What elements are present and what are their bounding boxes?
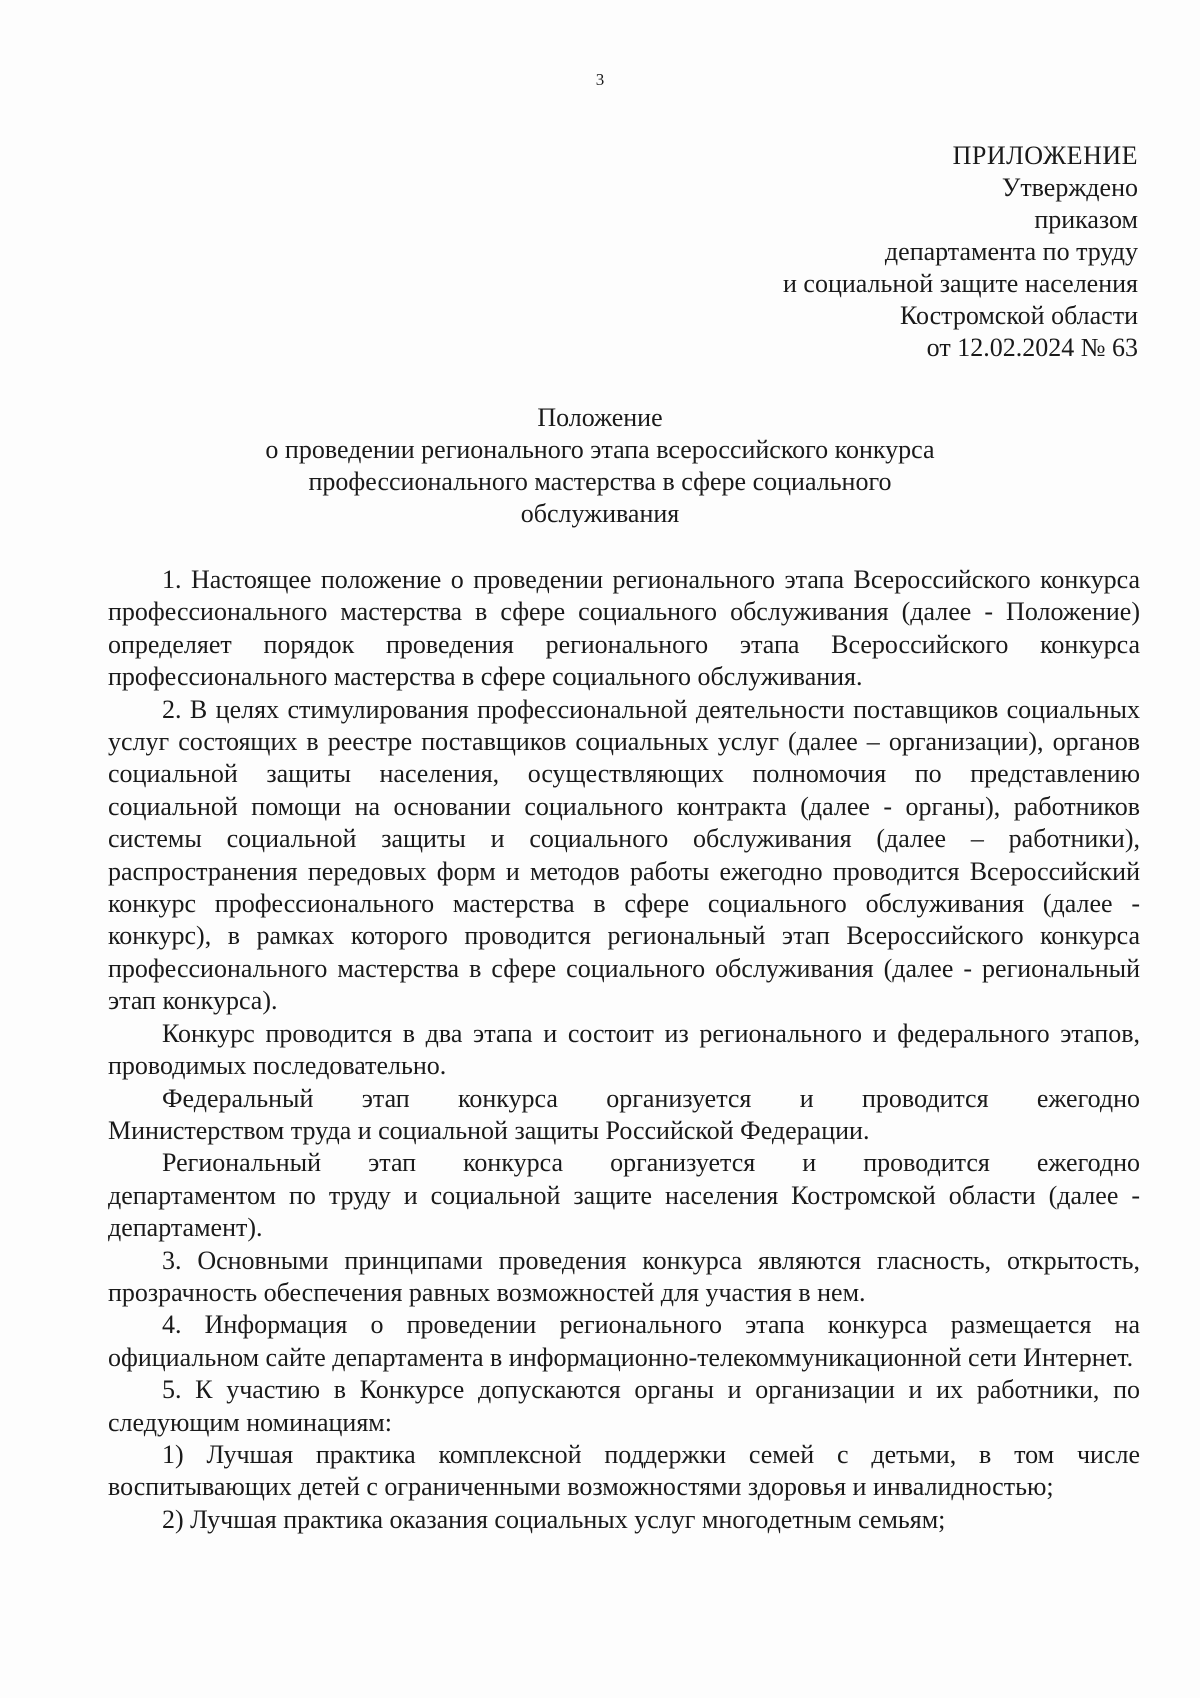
paragraph-9: 1) Лучшая практика комплексной поддержки семей с детьми, в том числе воспитывающих детей с ограниченными возможностями здоровья и инвалидностью;	[108, 1439, 1140, 1502]
paragraph-6: 3. Основными принципами проведения конкурса являются гласность, открытость, прозрачность обеспечения равных возможностей для участия в нем.	[108, 1245, 1140, 1307]
approval-line: приказом	[1034, 205, 1138, 234]
approval-line: Утверждено	[1001, 173, 1138, 202]
approval-line: департамента по труду	[884, 237, 1138, 266]
page-number: 3	[595, 70, 605, 89]
paragraph-2: 2. В целях стимулирования профессиональной деятельности поставщиков социальных услуг состоящих в реестре поставщиков социальных услуг (далее – организации), органов социальной защиты населения, осуществляющих полномочия по представлению социальной помощи на основании социального контракта (далее - органы), работников системы социальной защиты и социального обслуживания (далее – работники), распространения передовых форм и методов работы ежегодно проводится Всероссийский конкурс профессионального мастерства в сфере социального обслуживания (далее - конкурс), в рамках которого проводится региональный этап Всероссийского конкурса профессионального мастерства в сфере социального обслуживания (далее - региональный этап конкурса).	[108, 694, 1140, 1016]
paragraph-8: 5. К участию в Конкурсе допускаются органы и организации и их работники, по следующим номинациям:	[108, 1375, 1140, 1437]
paragraph-4-first-line: Федеральный этап конкурса организуется и проводится ежегодно	[162, 1083, 1140, 1113]
paragraph-7: 4. Информация о проведении регионального этапа конкурса размещается на официальном сайте департамента в информационно-телекоммуникационной сети Интернет.	[108, 1310, 1140, 1372]
paragraph-1: 1. Настоящее положение о проведении регионального этапа Всероссийского конкурса профессионального мастерства в сфере социального обслуживания (далее - Положение) определяет порядок проведения регионального этапа Всероссийского конкурса профессионального мастерства в сфере социального обслуживания.	[108, 565, 1140, 692]
approval-line: от 12.02.2024 № 63	[926, 333, 1138, 362]
paragraph-10: 2) Лучшая практика оказания социальных услуг многодетным семьям;	[162, 1504, 946, 1534]
paragraph-4-rest: Министерством труда и социальной защиты Российской Федерации.	[108, 1115, 870, 1145]
paragraph-5-first-line: Региональный этап конкурса организуется и проводится ежегодно	[162, 1148, 1140, 1178]
title-line: Положение	[537, 403, 663, 432]
approval-block	[618, 140, 1138, 364]
paragraph-3: Конкурс проводится в два этапа и состоит из регионального и федерального этапов, проводимых последовательно.	[108, 1018, 1140, 1081]
paragraph-5-rest: департаментом по труду и социальной защите населения Костромской области (далее - департамент).	[108, 1180, 1140, 1243]
title-line: профессионального мастерства в сфере социального	[308, 467, 892, 496]
approval-line: и социальной защите населения	[782, 269, 1138, 298]
approval-heading: ПРИЛОЖЕНИЕ	[952, 141, 1138, 170]
document-body	[108, 564, 1140, 1536]
title-line: обслуживания	[520, 499, 680, 528]
title-line: о проведении регионального этапа всероссийского конкурса	[265, 435, 935, 464]
document-title	[0, 402, 1200, 530]
approval-line: Костромской области	[899, 301, 1138, 330]
